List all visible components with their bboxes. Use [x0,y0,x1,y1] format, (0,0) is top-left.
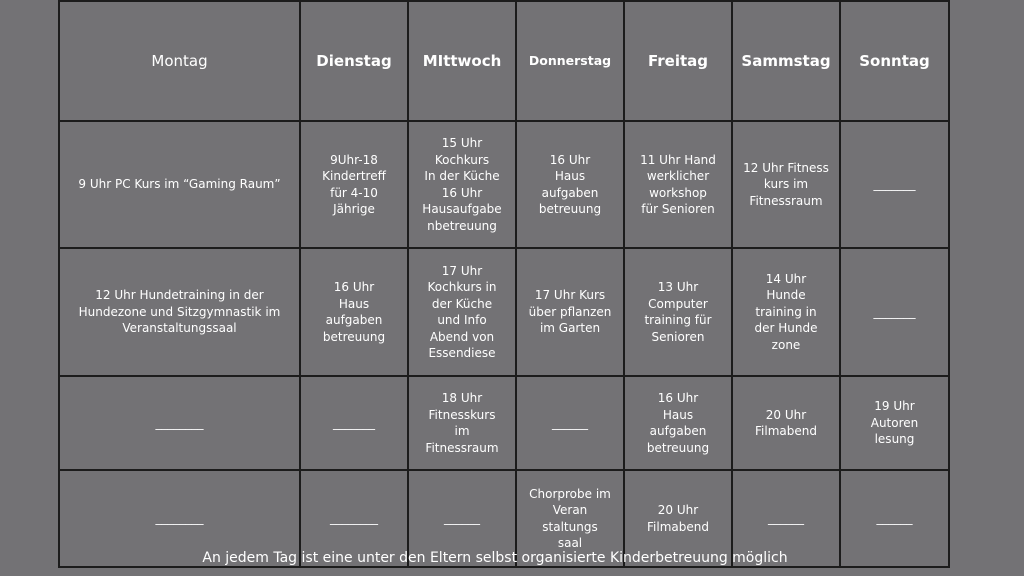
schedule-cell: 18 Uhr Fitnesskurs im Fitnessraum [408,376,516,470]
table-row [59,376,949,470]
schedule-cell: 12 Uhr Fitness kurs im Fitnessraum [732,121,840,248]
schedule-cell: 17 Uhr Kochkurs in der Küche und Info Abend von Essendiese [408,248,516,376]
day-header-montag: Montag [59,1,300,121]
table-row [59,121,949,248]
schedule-cell: 11 Uhr Hand werklicher workshop für Senioren [624,121,732,248]
schedule-cell: 15 Uhr Kochkurs In der Küche 16 Uhr Hausaufgabe nbetreuung [408,121,516,248]
schedule-cell: 9Uhr-18 Kindertreff für 4-10 Jährige [300,121,408,248]
schedule-cell: 17 Uhr Kurs über pflanzen im Garten [516,248,624,376]
schedule-cell: ______ [732,470,840,567]
footer-note: An jedem Tag ist eine unter den Eltern selbst organisierte Kinderbetreuung möglich [202,550,788,566]
schedule-cell: 9 Uhr PC Kurs im “Gaming Raum” [59,121,300,248]
schedule-cell: _______ [840,121,949,248]
schedule-cell: 12 Uhr Hundetraining in der Hundezone und Sitzgymnastik im Veranstaltungssaal [59,248,300,376]
schedule-cell: 16 Uhr Haus aufgaben betreuung [516,121,624,248]
schedule-cell: 14 Uhr Hunde training in der Hunde zone [732,248,840,376]
schedule-cell: ________ [59,376,300,470]
schedule-cell: ______ [408,470,516,567]
schedule-cell: 20 Uhr Filmabend [732,376,840,470]
day-header-mittwoch: MIttwoch [408,1,516,121]
schedule-cell: _______ [300,376,408,470]
table-row [59,248,949,376]
schedule-cell: ______ [840,470,949,567]
weekly-schedule-table [58,0,950,568]
day-header-donnerstag: Donnerstag [516,1,624,121]
schedule-cell: 19 Uhr Autoren lesung [840,376,949,470]
day-header-sonntag: Sonntag [840,1,949,121]
day-header-freitag: Freitag [624,1,732,121]
day-header-dienstag: Dienstag [300,1,408,121]
schedule-cell: 16 Uhr Haus aufgaben betreuung [624,376,732,470]
schedule-cell: ________ [59,470,300,567]
schedule-cell: 16 Uhr Haus aufgaben betreuung [300,248,408,376]
schedule-cell: Chorprobe im Veran staltungs saal [516,470,624,567]
header-row [59,1,949,121]
schedule-cell: ________ [300,470,408,567]
schedule-cell: 20 Uhr Filmabend [624,470,732,567]
schedule-cell: ______ [516,376,624,470]
day-header-sammstag: Sammstag [732,1,840,121]
schedule-cell: _______ [840,248,949,376]
schedule-cell: 13 Uhr Computer training für Senioren [624,248,732,376]
